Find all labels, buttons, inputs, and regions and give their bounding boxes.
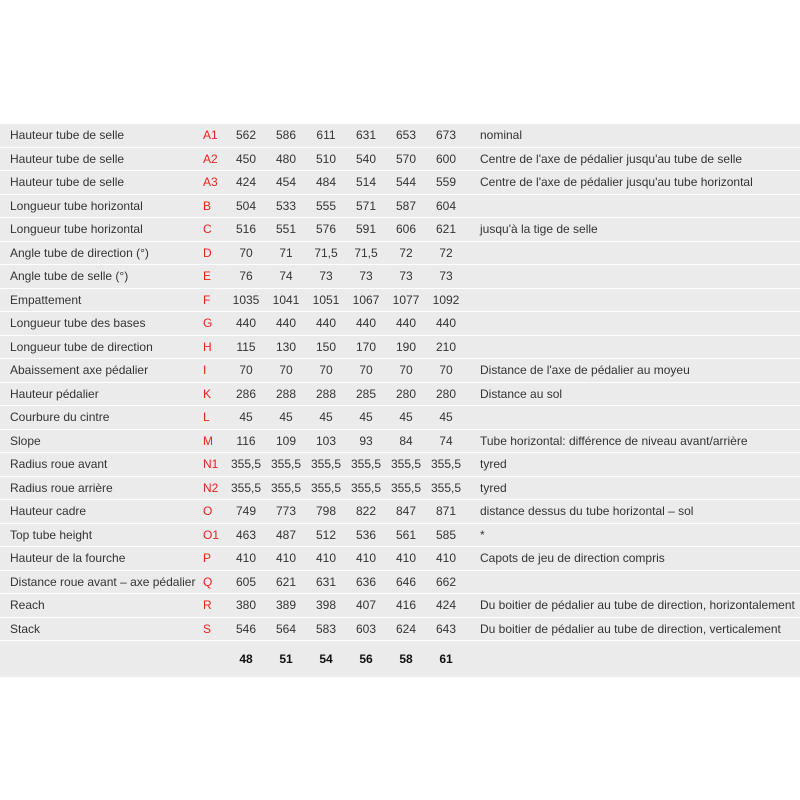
row-value: 504 xyxy=(235,198,257,213)
row-code: O xyxy=(203,504,213,518)
row-value: 70 xyxy=(239,245,253,260)
table-row xyxy=(0,594,800,618)
row-note: Distance de l'axe de pédalier au moyeu xyxy=(480,363,690,377)
row-value: 585 xyxy=(435,527,457,542)
row-value: 646 xyxy=(395,574,417,589)
row-value: 440 xyxy=(435,316,457,330)
row-label: Longueur tube de direction xyxy=(10,339,153,354)
row-value: 410 xyxy=(435,551,457,565)
row-value: 564 xyxy=(275,621,297,636)
row-value: 355,5 xyxy=(430,480,462,495)
row-value: 355,5 xyxy=(350,480,382,495)
table-row xyxy=(0,500,800,524)
row-value: 73 xyxy=(359,269,373,283)
row-label: Courbure du cintre xyxy=(10,410,110,424)
row-value: 84 xyxy=(399,433,413,448)
row-label: Hauteur pédalier xyxy=(10,386,99,401)
row-label: Longueur tube horizontal xyxy=(10,222,143,236)
row-value: 605 xyxy=(235,574,257,589)
row-value: 551 xyxy=(275,222,297,236)
row-value: 1051 xyxy=(312,292,340,307)
table-row xyxy=(0,453,800,477)
row-value: 621 xyxy=(435,222,457,236)
row-value: 546 xyxy=(235,621,257,636)
row-label: Reach xyxy=(10,598,45,612)
row-value: 621 xyxy=(275,574,297,589)
table-row xyxy=(0,218,800,242)
row-code: A3 xyxy=(203,175,218,189)
row-code: A2 xyxy=(203,151,218,166)
table-row xyxy=(0,289,800,313)
row-value: 73 xyxy=(319,269,333,283)
row-value: 45 xyxy=(239,410,253,424)
row-value: 76 xyxy=(239,269,253,283)
row-code: G xyxy=(203,316,213,330)
row-code: S xyxy=(203,621,212,636)
table-row xyxy=(0,618,800,642)
row-value: 1092 xyxy=(432,292,460,307)
row-value: 536 xyxy=(355,527,377,542)
row-value: 562 xyxy=(235,128,257,142)
row-value: 440 xyxy=(395,316,417,330)
row-code: F xyxy=(203,292,211,307)
row-value: 544 xyxy=(395,175,417,189)
row-note: jusqu'à la tige de selle xyxy=(480,222,598,236)
frame-size-row xyxy=(0,646,800,672)
geometry-rows xyxy=(0,124,800,641)
row-value: 72 xyxy=(439,245,453,260)
row-value: 631 xyxy=(315,574,337,589)
row-label: Angle tube de direction (°) xyxy=(10,245,149,260)
table-row xyxy=(0,124,800,148)
row-code: Q xyxy=(203,574,213,589)
row-code: N1 xyxy=(203,457,219,471)
row-value: 603 xyxy=(355,621,377,636)
row-value: 389 xyxy=(275,598,297,612)
row-value: 74 xyxy=(439,433,453,448)
row-value: 440 xyxy=(275,316,297,330)
row-value: 516 xyxy=(235,222,257,236)
row-value: 355,5 xyxy=(310,480,342,495)
row-note: tyred xyxy=(480,480,507,495)
row-value: 355,5 xyxy=(230,480,262,495)
row-value: 70 xyxy=(359,363,373,377)
row-value: 410 xyxy=(235,551,257,565)
row-value: 355,5 xyxy=(230,457,262,471)
table-row xyxy=(0,406,800,430)
row-value: 533 xyxy=(275,198,297,213)
row-value: 576 xyxy=(315,222,337,236)
row-code: P xyxy=(203,551,212,565)
row-value: 440 xyxy=(355,316,377,330)
row-value: 73 xyxy=(439,269,453,283)
table-row xyxy=(0,171,800,195)
row-value: 463 xyxy=(235,527,257,542)
geometry-table xyxy=(0,124,800,677)
row-value: 380 xyxy=(235,598,257,612)
row-value: 70 xyxy=(319,363,333,377)
row-label: Hauteur de la fourche xyxy=(10,551,126,565)
row-value: 355,5 xyxy=(430,457,462,471)
table-row xyxy=(0,477,800,501)
row-value: 170 xyxy=(355,339,377,354)
row-value: 355,5 xyxy=(270,457,302,471)
row-code: A1 xyxy=(203,128,218,142)
row-value: 773 xyxy=(275,504,297,518)
row-value: 93 xyxy=(359,433,373,448)
row-value: 591 xyxy=(355,222,377,236)
row-value: 631 xyxy=(355,128,377,142)
row-value: 604 xyxy=(435,198,457,213)
row-value: 871 xyxy=(435,504,457,518)
row-value: 116 xyxy=(236,433,256,448)
row-value: 1077 xyxy=(392,292,420,307)
row-value: 410 xyxy=(395,551,417,565)
row-value: 454 xyxy=(275,175,297,189)
row-note: Du boitier de pédalier au tube de direction, verticalement xyxy=(480,621,781,636)
row-value: 45 xyxy=(279,410,293,424)
table-row xyxy=(0,148,800,172)
row-value: 798 xyxy=(315,504,337,518)
row-value: 130 xyxy=(275,339,297,354)
frame-size: 54 xyxy=(319,652,333,666)
row-note: nominal xyxy=(480,128,523,142)
row-value: 280 xyxy=(435,386,457,401)
frame-size: 51 xyxy=(279,652,293,666)
row-value: 74 xyxy=(279,269,293,283)
row-code: L xyxy=(203,410,210,424)
row-value: 653 xyxy=(395,128,417,142)
row-value: 71 xyxy=(279,245,293,260)
row-code: B xyxy=(203,198,212,213)
row-value: 355,5 xyxy=(350,457,382,471)
row-value: 510 xyxy=(315,151,337,166)
row-label: Empattement xyxy=(10,292,82,307)
frame-size: 58 xyxy=(399,652,413,666)
row-value: 115 xyxy=(236,339,256,354)
row-label: Radius roue avant xyxy=(10,457,108,471)
table-row xyxy=(0,383,800,407)
row-code: N2 xyxy=(203,480,219,495)
row-value: 286 xyxy=(235,386,257,401)
row-value: 540 xyxy=(355,151,377,166)
row-label: Radius roue arrière xyxy=(10,480,113,495)
row-value: 600 xyxy=(435,151,457,166)
row-label: Stack xyxy=(10,621,41,636)
row-note: Capots de jeu de direction compris xyxy=(480,551,665,565)
row-value: 424 xyxy=(235,175,257,189)
row-value: 1041 xyxy=(272,292,300,307)
table-row xyxy=(0,242,800,266)
row-value: 72 xyxy=(399,245,413,260)
row-value: 440 xyxy=(315,316,337,330)
row-value: 150 xyxy=(315,339,337,354)
row-value: 410 xyxy=(315,551,337,565)
table-row xyxy=(0,336,800,360)
table-row xyxy=(0,571,800,595)
row-value: 555 xyxy=(315,198,337,213)
row-value: 450 xyxy=(235,151,257,166)
frame-size: 48 xyxy=(239,652,253,666)
table-row xyxy=(0,359,800,383)
row-value: 355,5 xyxy=(390,480,422,495)
row-code: C xyxy=(203,222,212,236)
row-value: 410 xyxy=(275,551,297,565)
row-code: O1 xyxy=(203,527,220,542)
row-value: 45 xyxy=(359,410,373,424)
row-value: 424 xyxy=(435,598,457,612)
row-value: 285 xyxy=(355,386,377,401)
row-note: tyred xyxy=(480,457,507,471)
frame-size: 56 xyxy=(359,652,373,666)
row-value: 570 xyxy=(395,151,417,166)
row-value: 512 xyxy=(315,527,337,542)
row-value: 1067 xyxy=(352,292,380,307)
row-note: Distance au sol xyxy=(480,386,563,401)
row-value: 45 xyxy=(439,410,453,424)
row-value: 643 xyxy=(435,621,457,636)
row-value: 416 xyxy=(395,598,417,612)
row-value: 847 xyxy=(395,504,417,518)
table-row xyxy=(0,524,800,548)
row-note: Centre de l'axe de pédalier jusqu'au tube horizontal xyxy=(480,175,753,189)
row-value: 70 xyxy=(399,363,413,377)
row-value: 822 xyxy=(355,504,377,518)
row-code: R xyxy=(203,598,212,612)
table-row xyxy=(0,547,800,571)
row-note: Du boitier de pédalier au tube de direction, horizontalement xyxy=(480,598,795,612)
row-value: 1035 xyxy=(232,292,260,307)
row-value: 484 xyxy=(315,175,337,189)
row-value: 571 xyxy=(355,198,377,213)
row-value: 355,5 xyxy=(270,480,302,495)
row-value: 45 xyxy=(319,410,333,424)
row-value: 71,5 xyxy=(354,245,378,260)
row-value: 210 xyxy=(435,339,457,354)
row-value: 73 xyxy=(399,269,413,283)
row-label: Angle tube de selle (°) xyxy=(10,269,129,283)
row-value: 70 xyxy=(239,363,253,377)
row-value: 611 xyxy=(316,128,336,142)
row-label: Longueur tube horizontal xyxy=(10,198,143,213)
row-value: 398 xyxy=(315,598,337,612)
row-value: 45 xyxy=(399,410,413,424)
row-value: 70 xyxy=(279,363,293,377)
row-value: 480 xyxy=(275,151,297,166)
row-value: 673 xyxy=(435,128,457,142)
table-row xyxy=(0,265,800,289)
row-note: * xyxy=(480,527,485,542)
row-value: 280 xyxy=(395,386,417,401)
row-value: 583 xyxy=(315,621,337,636)
row-label: Distance roue avant – axe pédalier xyxy=(10,574,196,589)
row-code: I xyxy=(203,363,207,377)
row-value: 624 xyxy=(395,621,417,636)
row-value: 407 xyxy=(355,598,377,612)
row-code: D xyxy=(203,245,212,260)
row-code: H xyxy=(203,339,212,354)
table-row xyxy=(0,312,800,336)
table-row xyxy=(0,195,800,219)
row-value: 662 xyxy=(435,574,457,589)
row-value: 190 xyxy=(395,339,417,354)
row-value: 109 xyxy=(275,433,297,448)
row-label: Hauteur tube de selle xyxy=(10,128,125,142)
row-note: Centre de l'axe de pédalier jusqu'au tube de selle xyxy=(480,151,743,166)
row-value: 355,5 xyxy=(390,457,422,471)
row-value: 288 xyxy=(275,386,297,401)
row-label: Slope xyxy=(10,433,41,448)
table-row xyxy=(0,430,800,454)
row-value: 288 xyxy=(315,386,337,401)
row-value: 749 xyxy=(235,504,257,518)
row-value: 606 xyxy=(395,222,417,236)
row-label: Abaissement axe pédalier xyxy=(10,363,149,377)
row-value: 355,5 xyxy=(310,457,342,471)
row-value: 561 xyxy=(395,527,417,542)
row-code: K xyxy=(203,386,212,401)
row-value: 70 xyxy=(439,363,453,377)
row-value: 410 xyxy=(355,551,377,565)
row-value: 487 xyxy=(275,527,297,542)
row-value: 71,5 xyxy=(314,245,338,260)
row-value: 586 xyxy=(275,128,297,142)
row-value: 587 xyxy=(395,198,417,213)
row-note: distance dessus du tube horizontal – sol xyxy=(480,504,694,518)
row-value: 103 xyxy=(315,433,337,448)
row-value: 636 xyxy=(355,574,377,589)
row-code: E xyxy=(203,269,212,283)
row-label: Hauteur cadre xyxy=(10,504,87,518)
row-value: 514 xyxy=(355,175,377,189)
frame-size: 61 xyxy=(439,652,453,666)
row-note: Tube horizontal: différence de niveau avant/arrière xyxy=(480,433,748,448)
row-value: 559 xyxy=(435,175,457,189)
row-code: M xyxy=(203,433,213,448)
row-label: Hauteur tube de selle xyxy=(10,175,125,189)
row-label: Top tube height xyxy=(10,527,93,542)
row-label: Longueur tube des bases xyxy=(10,316,146,330)
row-label: Hauteur tube de selle xyxy=(10,151,125,166)
row-value: 440 xyxy=(235,316,257,330)
